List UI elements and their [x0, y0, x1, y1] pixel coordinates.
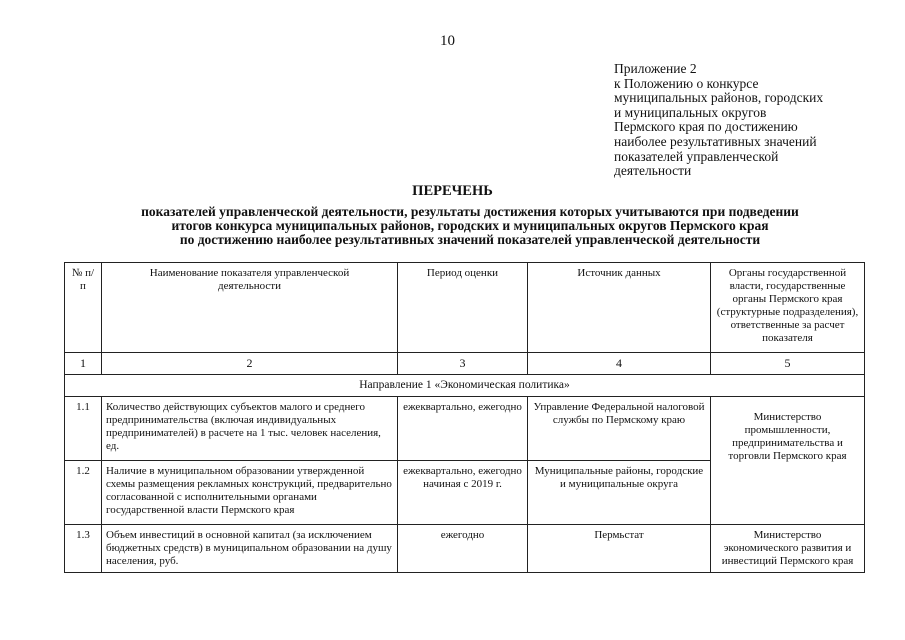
- row-num: 1.3: [65, 525, 102, 573]
- appendix-line: деятельности: [614, 163, 692, 179]
- row-source: Муниципальные районы, городские и муниципальные округа: [528, 461, 711, 525]
- row-num: 1.1: [65, 397, 102, 461]
- direction-label: Направление 1 «Экономическая политика»: [65, 375, 865, 397]
- row-organ-merged: Министерство промышленности, предпринимательства и торговли Пермского края: [711, 397, 865, 525]
- row-source: Пермьстат: [528, 525, 711, 573]
- column-number: 1: [65, 353, 102, 375]
- appendix-line: Приложение 2: [614, 61, 697, 76]
- table-header-row: [65, 263, 865, 353]
- row-period: ежеквартально, ежегодно: [398, 397, 528, 461]
- appendix-line: к Положению о конкурсе: [614, 75, 759, 91]
- row-organ: Министерство экономического развития и инвестиций Пермского края: [711, 525, 865, 573]
- subtitle-line: показателей управленческой деятельности, результаты достижения которых учитываются при подведении: [141, 204, 799, 219]
- row-period: ежеквартально, ежегодно начиная с 2019 г.: [398, 461, 528, 525]
- direction-row: [65, 375, 865, 397]
- row-name: Наличие в муниципальном образовании утвержденной схемы размещения рекламных конструкций, предварительно согласованной с исполнительными органами государственной власти Пермского края: [102, 461, 398, 525]
- column-number: 4: [528, 353, 711, 375]
- document-subtitle: [40, 205, 900, 247]
- header-organs: Органы государственной власти, государственные органы Пермского края (структурные подразделения), ответственные за расчет показателя: [711, 263, 865, 353]
- table-row: [65, 397, 865, 461]
- column-number: 5: [711, 353, 865, 375]
- appendix-line: Пермского края по достижению: [614, 119, 798, 135]
- appendix-line: наиболее результативных значений: [614, 133, 817, 149]
- header-source: Источник данных: [528, 263, 711, 353]
- appendix-reference: [614, 62, 874, 179]
- table-row: [65, 525, 865, 573]
- column-number: 2: [102, 353, 398, 375]
- indicators-table: [64, 262, 865, 573]
- page-number: 10: [440, 33, 455, 49]
- document-title: ПЕРЕЧЕНЬ: [412, 183, 493, 199]
- header-name: Наименование показателя управленческой деятельности: [102, 263, 398, 353]
- subtitle-line: итогов конкурса муниципальных районов, городских и муниципальных округов Пермского края: [171, 218, 769, 233]
- row-period: ежегодно: [398, 525, 528, 573]
- appendix-line: показателей управленческой: [614, 148, 779, 164]
- column-number: 3: [398, 353, 528, 375]
- appendix-line: муниципальных районов, городских: [614, 90, 824, 106]
- row-name: Количество действующих субъектов малого и среднего предпринимательства (включая индивидуальных предпринимателей) в расчете на 1 тыс. человек населения, ед.: [102, 397, 398, 461]
- row-num: 1.2: [65, 461, 102, 525]
- row-source: Управление Федеральной налоговой службы по Пермскому краю: [528, 397, 711, 461]
- column-number-row: [65, 353, 865, 375]
- subtitle-line: по достижению наиболее результативных значений показателей управленческой деятельности: [179, 232, 761, 247]
- header-period: Период оценки: [398, 263, 528, 353]
- row-name: Объем инвестиций в основной капитал (за исключением бюджетных средств) в муниципальном образовании на душу населения, руб.: [102, 525, 398, 573]
- appendix-line: и муниципальных округов: [614, 104, 767, 120]
- header-num: № п/п: [65, 263, 102, 353]
